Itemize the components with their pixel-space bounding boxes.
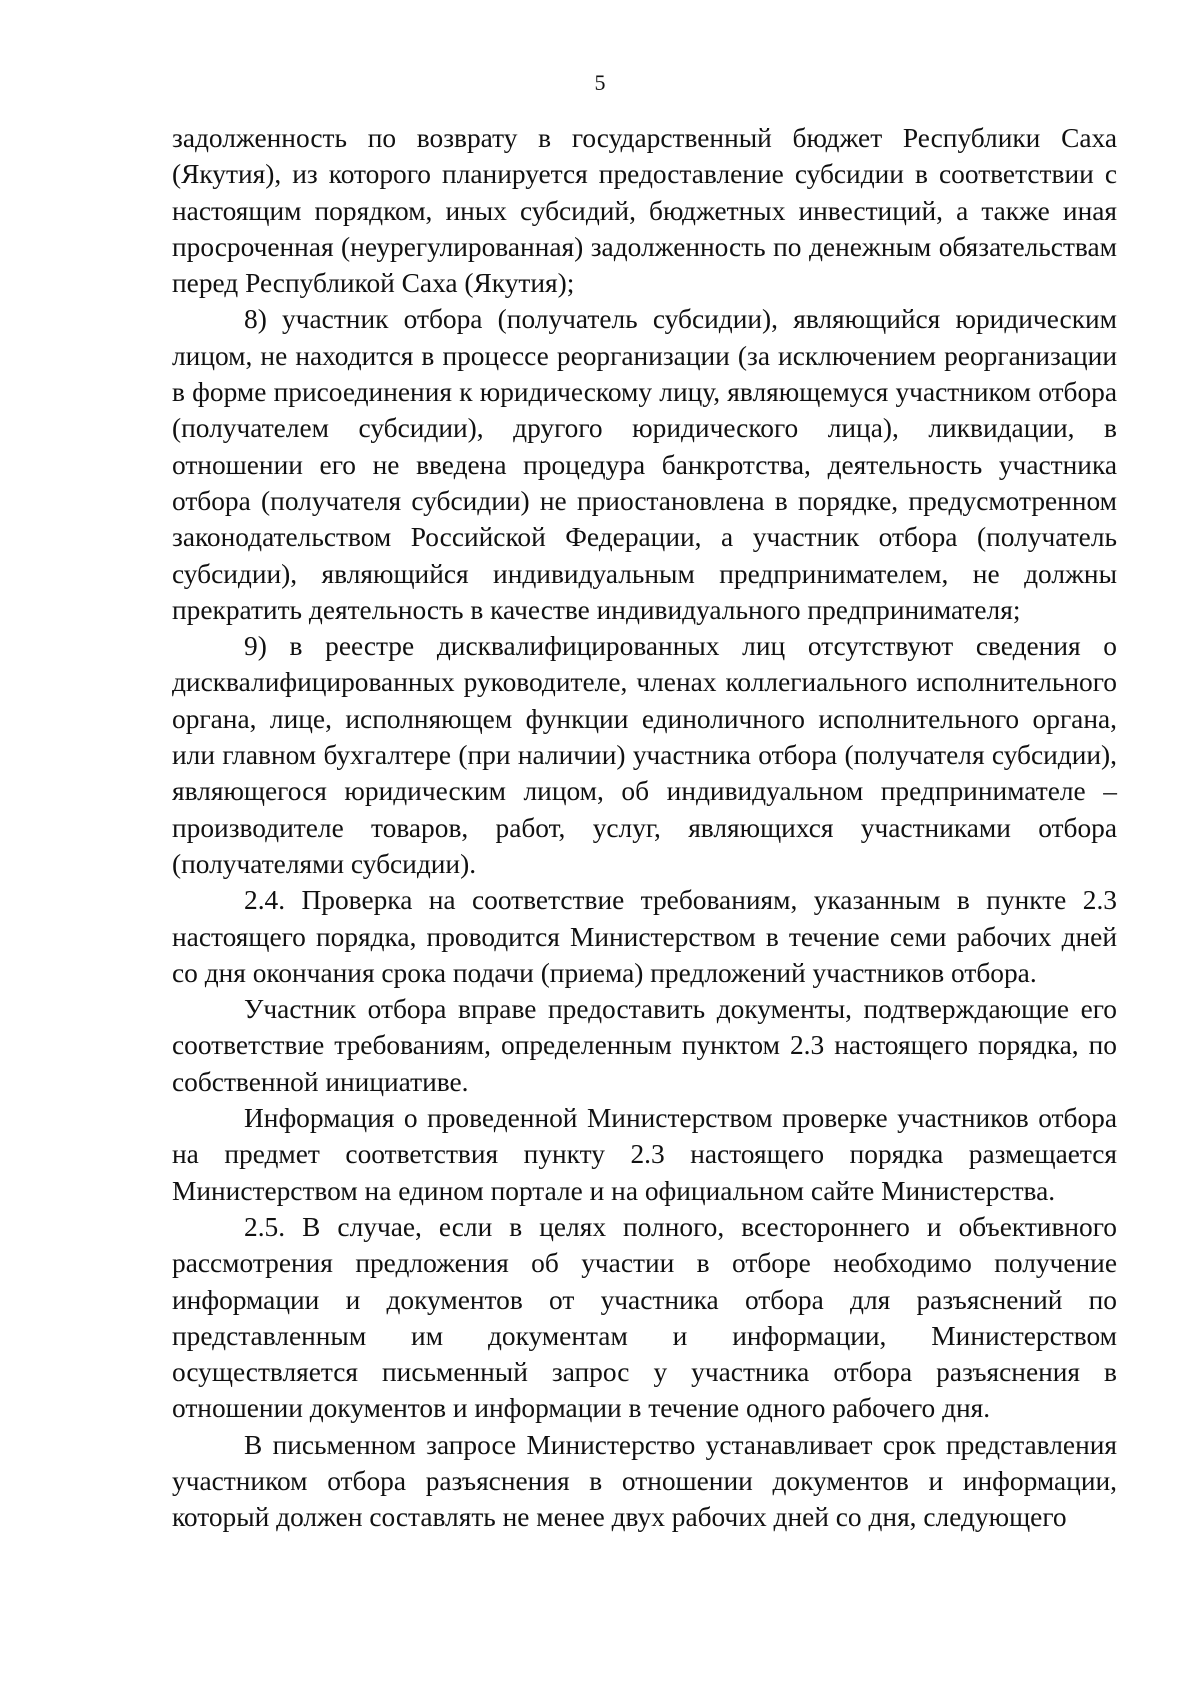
paragraph-2-4-verification: 2.4. Проверка на соответствие требованиям, указанным в пункте 2.3 настоящего порядка, проводится Министерством в течение семи рабочих дней со дня окончания срока подачи (приема) предложений участников отбора. [172, 885, 1117, 988]
paragraph-item-9-disqualified-persons: 9) в реестре дисквалифицированных лиц отсутствуют сведения о дисквалифицированных руководителе, членах коллегиального исполнительного органа, лице, исполняющем функции единоличного исполнительного органа, или главном бухгалтере (при наличии) участника отбора (получателя субсидии), являющегося юридическим лицом, об индивидуальном предпринимателе – производителе товаров, работ, услуг, являющихся участниками отбора (получателями субсидии). [172, 631, 1117, 879]
document-body [172, 120, 1117, 1536]
paragraph-debt-obligations: задолженность по возврату в государственный бюджет Республики Саха (Якутия), из которого планируется предоставление субсидии в соответствии с настоящим порядком, иных субсидий, бюджетных инвестиций, а также иная просроченная (неурегулированная) задолженность по денежным обязательствам перед Республикой Саха (Якутия); [172, 123, 1117, 299]
paragraph-written-request-deadline: В письменном запросе Министерство устанавливает срок представления участником отбора разъяснения в отношении документов и информации, который должен составлять не менее двух рабочих дней со дня, следующего [172, 1429, 1117, 1533]
paragraph-verification-information: Информация о проведенной Министерством проверке участников отбора на предмет соответствия пункту 2.3 настоящего порядка размещается Министерством на едином портале и на официальном сайте Министерства. [172, 1103, 1117, 1206]
paragraph-item-8-reorganization: 8) участник отбора (получатель субсидии), являющийся юридическим лицом, не находится в процессе реорганизации (за исключением реорганизации в форме присоединения к юридическому лицу, являющемуся участником отбора (получателем субсидии), другого юридического лица), ликвидации, в отношении его не введена процедура банкротства, деятельность участника отбора (получателя субсидии) не приостановлена в порядке, предусмотренном законодательством Российской Федерации, а участник отбора (получатель субсидии), являющийся индивидуальным предпринимателем, не должны прекратить деятельность в качестве индивидуального предпринимателя; [172, 304, 1117, 625]
page-number: 5 [594, 70, 606, 95]
paragraph-participant-documents: Участник отбора вправе предоставить документы, подтверждающие его соответствие требованиям, определенным пунктом 2.3 настоящего порядка, по собственной инициативе. [172, 994, 1117, 1097]
paragraph-2-5-clarification-request: 2.5. В случае, если в целях полного, всестороннего и объективного рассмотрения предложения об участии в отборе необходимо получение информации и документов от участника отбора для разъяснений по представленным им документам и информации, Министерством осуществляется письменный запрос у участника отбора разъяснения в отношении документов и информации в течение одного рабочего дня. [172, 1211, 1117, 1424]
